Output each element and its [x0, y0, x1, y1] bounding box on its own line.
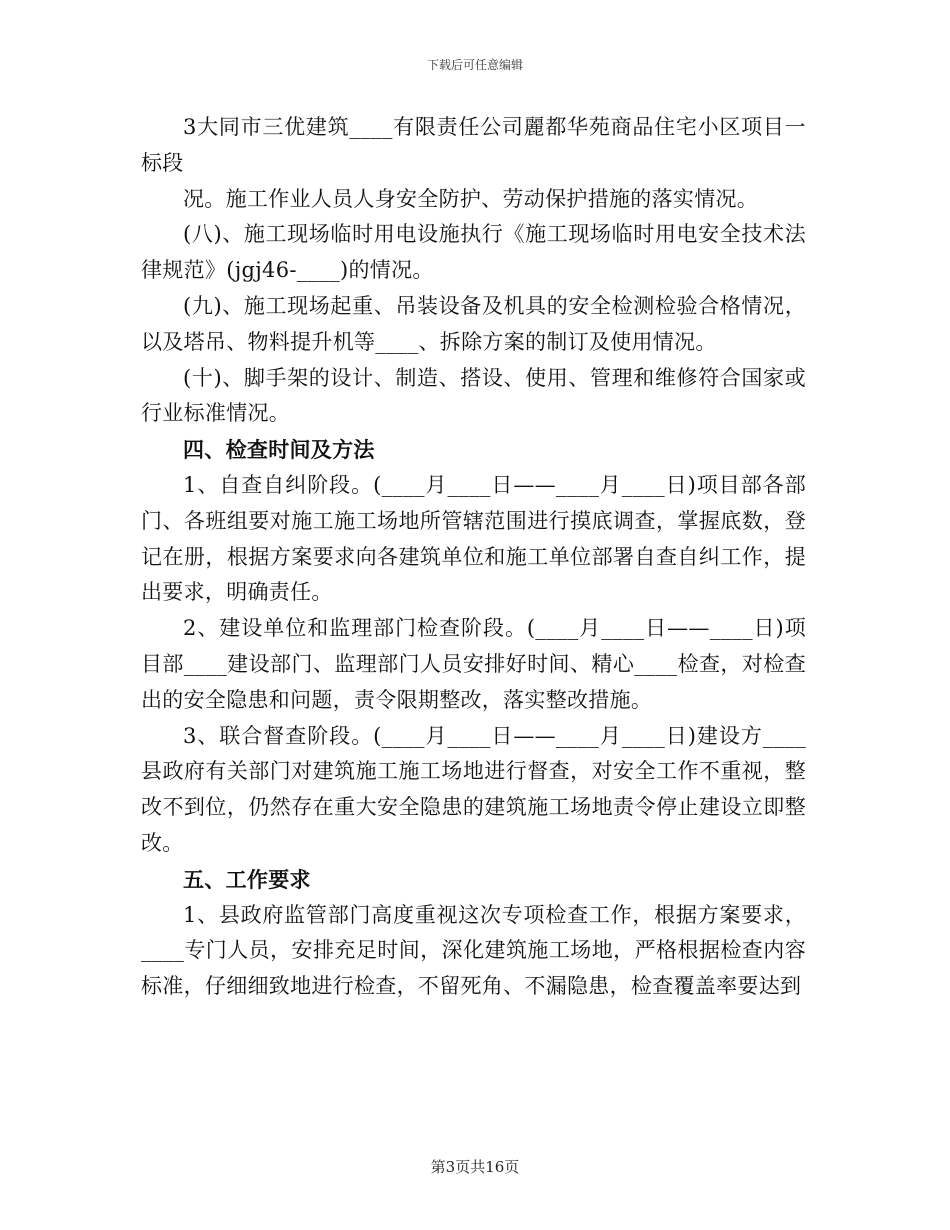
paragraph-requirement-1: 1、县政府监管部门高度重视这次专项检查工作，根据方案要求，____专门人员，安排充足时间，深化建筑施工场地，严格根据检查内容标准，仔细细致地进行检查，不留死角、不漏隐患，检查覆盖率要达到	[141, 902, 806, 999]
paragraph-project-title: 3大同市三优建筑____有限责任公司麗都华苑商品住宅小区项目一标段	[141, 115, 806, 175]
paragraph-stage-1: 1、自查自纠阶段。(____月____日——____月____日)项目部各部门、各班组要对施工施工场地所管辖范围进行摸底调查，掌握底数，登记在册，根据方案要求向各建筑单位和施工单位部署自查自纠工作，提出要求，明确责任。	[141, 472, 806, 605]
section-heading-4: 四、检查时间及方法	[183, 437, 375, 463]
paragraph-item-8: (八)、施工现场临时用电设施执行《施工现场临时用电安全技术法律规范》(jgj46-____)的情况。	[141, 222, 806, 283]
paragraph-item-10: (十)、脚手架的设计、制造、搭设、使用、管理和维修符合国家或行业标准情况。	[141, 365, 806, 426]
page-footer: 第3页共16页	[430, 1158, 520, 1176]
paragraph-stage-3: 3、联合督查阶段。(____月____日——____月____日)建设方____县政府有关部门对建筑施工施工场地进行督查，对安全工作不重视，整改不到位，仍然存在重大安全隐患的建筑施工场地责令停止建设立即整改。	[141, 723, 806, 855]
paragraph-item-9: (九)、施工现场起重、吊装设备及机具的安全检测检验合格情况，以及塔吊、物料提升机等____、拆除方案的制订及使用情况。	[141, 293, 806, 354]
document-body	[141, 110, 806, 1005]
paragraph-stage-2: 2、建设单位和监理部门检查阶段。(____月____日——____日)项目部____建设部门、监理部门人员安排好时间、精心____检查，对检查出的安全隐患和问题，责令限期整改，落实整改措施。	[141, 616, 806, 712]
paragraph-protection-measures: 况。施工作业人员人身安全防护、劳动保护措施的落实情况。	[183, 186, 759, 211]
section-heading-5: 五、工作要求	[183, 866, 311, 892]
page-header: 下载后可任意编辑	[426, 58, 523, 72]
